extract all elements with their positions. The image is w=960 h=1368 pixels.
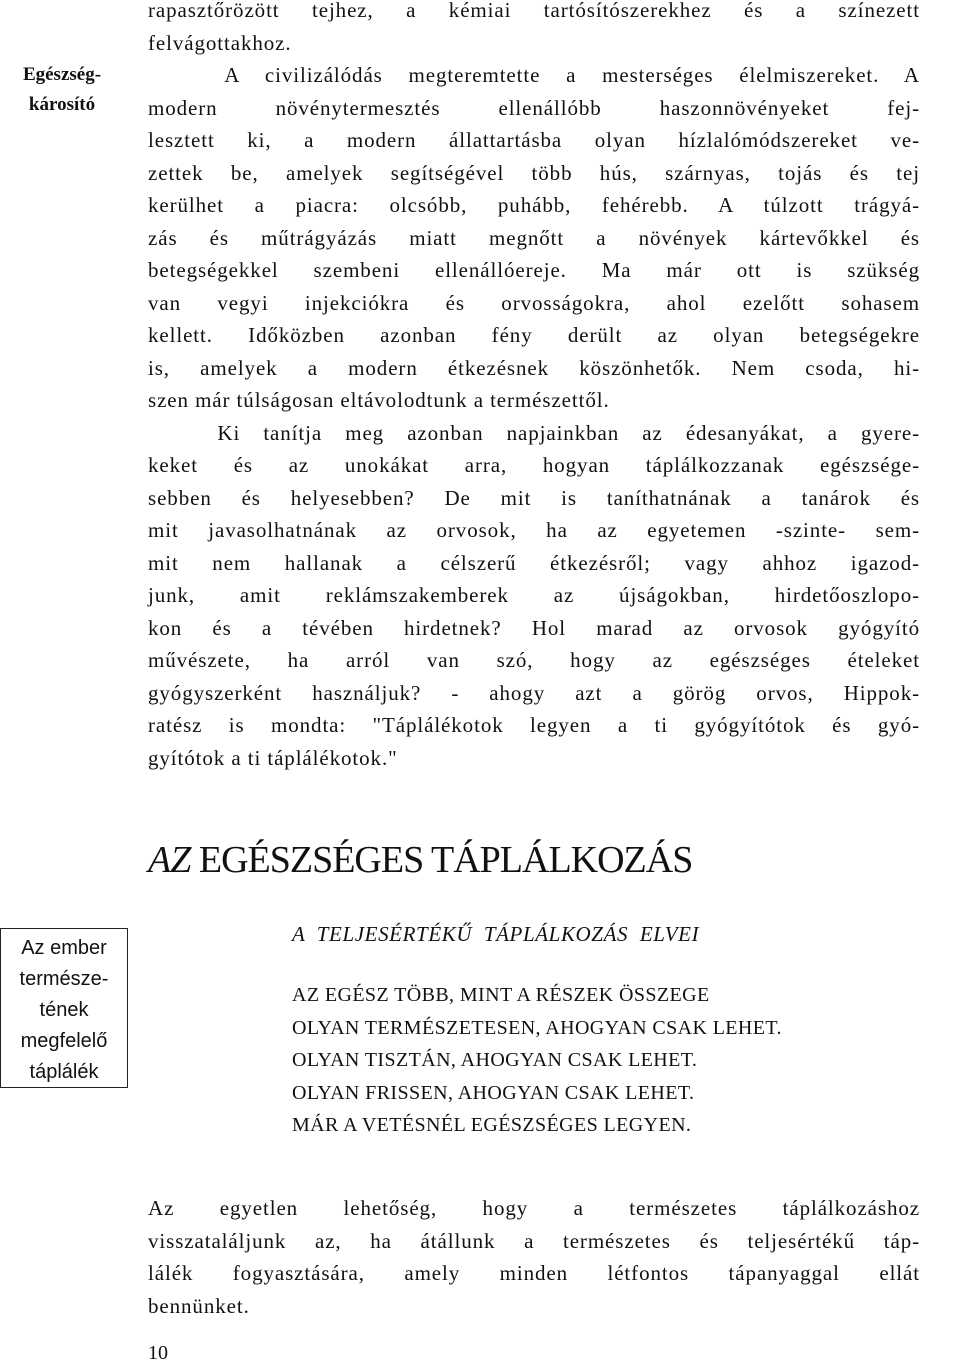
text-line: rapasztőrözött tejhez, a kémiai tartósítószerekhez és a színezett: [148, 0, 920, 22]
principles-list: [292, 979, 960, 1142]
list-item: AZ EGÉSZ TÖBB, MINT A RÉSZEK ÖSSZEGE: [292, 984, 710, 1006]
margin-note-line: Egészség-: [22, 64, 102, 85]
text-line: gyítótok a ti táplálékotok.": [148, 745, 398, 770]
text-line: modern növénytermesztés ellenállóbb haszonnövényeket fej-: [148, 95, 920, 120]
margin-note-line: tének: [39, 999, 89, 1021]
text-line: művészete, ha arról van szó, hogy az egészséges ételeket: [148, 648, 920, 672]
heading-part-italic: AZ: [148, 839, 191, 881]
text-line: zettek be, amelyek segítségével több hús, szárnyas, tojás és tej: [148, 160, 920, 185]
margin-note-health-damaging: [0, 60, 124, 120]
text-line: Ki tanítja meg azonban napjainkban az édesanyákat, a gyere-: [148, 420, 920, 445]
margin-note-proper-food: [0, 928, 128, 1088]
list-item: OLYAN TERMÉSZETESEN, AHOGYAN CSAK LEHET.: [292, 1016, 782, 1039]
text-line: betegségekkel szembeni ellenállóereje. Ma már ott is szükség: [148, 258, 920, 282]
margin-note-line: Az ember: [21, 937, 107, 959]
text-line: zás és műtrágyázás miatt megnőtt a növények kártevőkkel és: [148, 225, 920, 250]
principles-title: A TELJESÉRTÉKŰ TÁPLÁLKOZÁS ELVEI: [292, 922, 700, 946]
section-heading: [148, 838, 692, 882]
text-line: sebben és helyesebben? De mit is taníthatnának a tanárok és: [148, 485, 920, 510]
margin-note-line: megfelelő: [20, 1030, 108, 1052]
text-line: A civilizálódás megteremtette a mesterséges élelmiszereket. A: [148, 63, 920, 87]
text-line: ratész is mondta: "Táplálékotok legyen a ti gyógyítótok és gyó-: [148, 713, 920, 737]
margin-note-line: természe-: [19, 968, 109, 990]
text-line: kerülhet a piacra: olcsóbb, puhább, fehérebb. A túlzott trágyá-: [148, 193, 920, 217]
text-line: visszataláljunk az, ha átállunk a természetes és teljesértékű táp-: [148, 1228, 920, 1253]
text-line: keket és az unokákat arra, hogyan táplálkozzanak egészsége-: [148, 453, 920, 477]
page-number: 10: [148, 1342, 168, 1364]
body-text-top: [148, 0, 920, 774]
text-line: mit javasolhatnának az orvosok, ha az egyetemen -szinte- sem-: [148, 518, 920, 542]
body-text-bottom: [148, 1192, 920, 1322]
text-line: szen már túlságosan eltávolodtunk a természettől.: [148, 388, 610, 412]
text-line: lesztett ki, a modern állattartásba olyan hízlalómódszereket ve-: [148, 128, 920, 152]
list-item: MÁR A VETÉSNÉL EGÉSZSÉGES LEGYEN.: [292, 1114, 692, 1136]
text-line: kellett. Időközben azonban fény derült az olyan betegségekre: [148, 323, 920, 347]
text-line: felvágottakhoz.: [148, 30, 292, 55]
text-line: lálék fogyasztására, amely minden létfontos tápanyaggal ellát: [148, 1261, 920, 1285]
margin-note-line: táplálék: [29, 1061, 99, 1083]
text-line: kon és a tévében hirdetnek? Hol marad az orvosok gyógyító: [148, 615, 920, 640]
text-line: junk, amit reklámszakemberek az újságokban, hirdetőoszlopo-: [148, 583, 920, 607]
text-line: bennünket.: [148, 1293, 250, 1318]
text-line: mit nem hallanak a célszerű étkezésről; vagy ahhoz igazod-: [148, 550, 920, 575]
list-item: OLYAN TISZTÁN, AHOGYAN CSAK LEHET.: [292, 1049, 698, 1071]
heading-part-main: EGÉSZSÉGES TÁPLÁLKOZÁS: [190, 839, 693, 881]
text-line: van vegyi injekciókra és orvosságokra, ahol ezelőtt sohasem: [148, 290, 920, 315]
text-line: Az egyetlen lehetőség, hogy a természetes táplálkozáshoz: [148, 1196, 920, 1220]
text-line: is, amelyek a modern étkezésnek köszönhetők. Nem csoda, hi-: [148, 355, 920, 380]
list-item: OLYAN FRISSEN, AHOGYAN CSAK LEHET.: [292, 1081, 695, 1104]
text-line: gyógyszerként használjuk? - ahogy azt a görög orvos, Hippok-: [148, 680, 920, 705]
principles-box: [292, 922, 960, 1142]
margin-note-line: károsító: [28, 94, 96, 115]
